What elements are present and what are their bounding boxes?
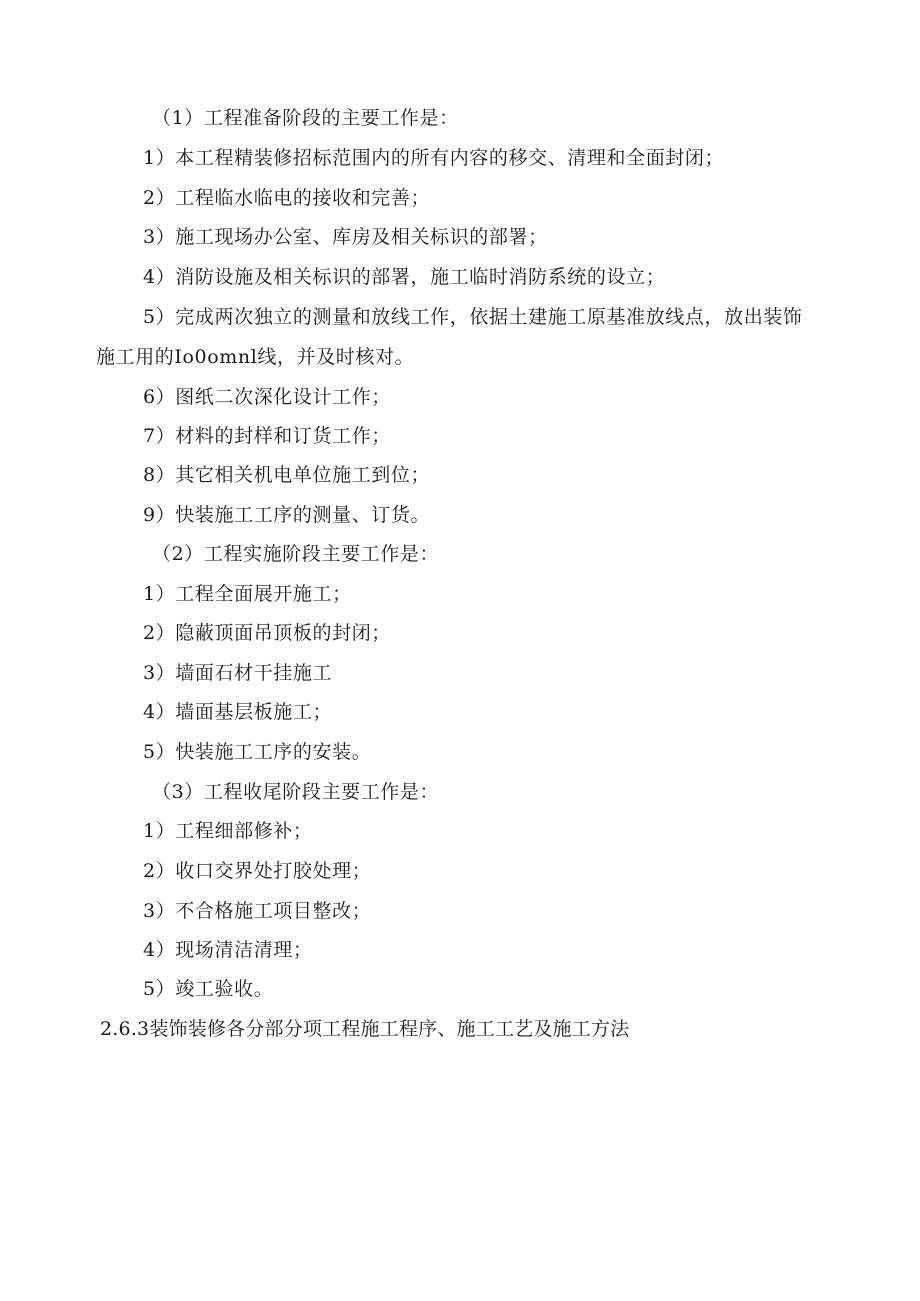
section-1-item-1: 1）本工程精装修招标范围内的所有内容的移交、清理和全面封闭； (143, 147, 725, 169)
section-3-item-1: 1）工程细部修补； (143, 820, 313, 842)
section-3-item-2: 2）收口交界处打胶处理； (143, 860, 372, 882)
section-1-item-8: 8）其它相关机电单位施工到位； (143, 464, 431, 486)
section-2-item-2: 2）隐蔽顶面吊顶板的封闭； (143, 622, 391, 644)
section-heading-2-6-3: 2.6.3装饰装修各分部分项工程施工程序、施工工艺及施工方法 (100, 1018, 630, 1040)
section-3-item-3: 3）不合格施工项目整改； (143, 900, 372, 922)
section-1-item-5: 5）完成两次独立的测量和放线工作，依据土建施工原基准放线点，放出装饰 (143, 306, 803, 328)
section-3-title: （3）工程收尾阶段主要工作是： (152, 781, 440, 803)
section-1-item-9: 9）快装施工工序的测量、订货。 (143, 504, 431, 526)
section-1-item-2: 2）工程临水临电的接收和完善； (143, 187, 431, 209)
section-1-item-4: 4）消防设施及相关标识的部署，施工临时消防系统的设立； (143, 266, 666, 288)
section-2-title: （2）工程实施阶段主要工作是： (152, 543, 440, 565)
section-2-item-1: 1）工程全面展开施工； (143, 583, 352, 605)
section-1-item-3: 3）施工现场办公室、库房及相关标识的部署； (143, 226, 548, 248)
section-2-item-4: 4）墙面基层板施工； (143, 701, 333, 723)
section-1-title: （1）工程准备阶段的主要工作是： (152, 107, 459, 129)
section-3-item-5: 5）竣工验收。 (143, 978, 274, 1000)
section-1-item-5-continuation: 施工用的Io0omnl线，并及时核对。 (96, 346, 415, 368)
section-2-item-5: 5）快装施工工序的安装。 (143, 741, 372, 763)
section-1-item-7: 7）材料的封样和订货工作； (143, 425, 391, 447)
section-3-item-4: 4）现场清洁清理； (143, 939, 313, 961)
section-2-item-3: 3）墙面石材干挂施工 (143, 662, 333, 684)
section-1-item-6: 6）图纸二次深化设计工作； (143, 386, 391, 408)
